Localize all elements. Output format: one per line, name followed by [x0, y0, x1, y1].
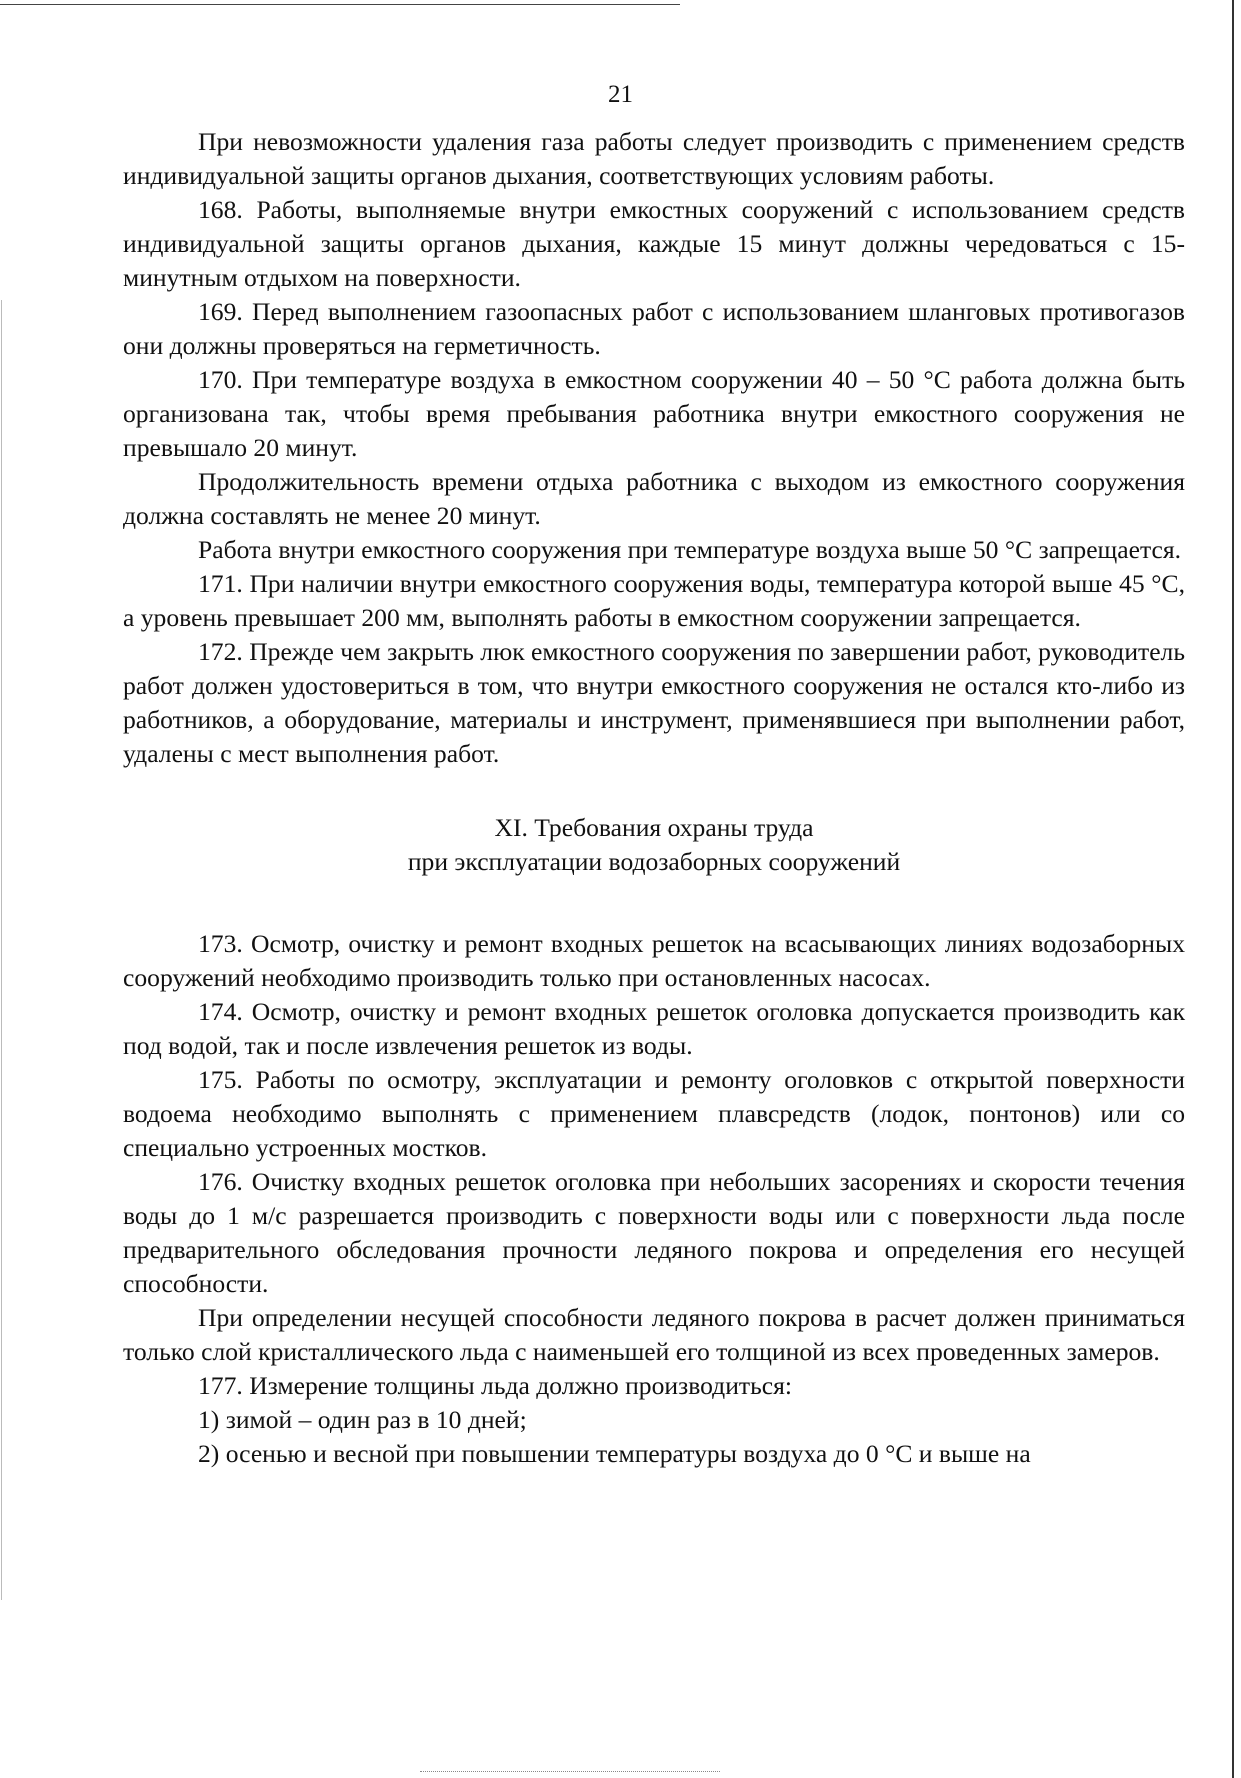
section-title-line-2: при эксплуатации водозаборных сооружений — [407, 847, 901, 876]
paragraph-176: 176. Очистку входных решеток оголовка при небольших засорениях и скорости течения воды до 1 м/с разрешается производить с поверхности воды или с поверхности льда после предварительного обследования прочности ледяного покрова и определения его несущей способности. — [123, 1167, 1185, 1298]
scan-border-left — [1, 300, 2, 1600]
list-item: 2) осенью и весной при повышении температуры воздуха до 0 °С и выше на — [198, 1439, 1031, 1468]
scan-border-right — [1232, 0, 1234, 1778]
paragraph: Работа внутри емкостного сооружения при температуре воздуха выше 50 °С запрещается. — [198, 535, 1182, 564]
scan-border-top — [0, 4, 680, 5]
section-heading — [123, 811, 1185, 879]
paragraph: При невозможности удаления газа работы следует производить с применением средств индивидуальной защиты органов дыхания, соответствующих условиям работы. — [123, 127, 1185, 190]
paragraph: При определении несущей способности ледяного покрова в расчет должен приниматься только слой кристаллического льда с наименьшей его толщиной из всех проведенных замеров. — [123, 1303, 1185, 1366]
document-body — [123, 125, 1185, 1471]
paragraph-175: 175. Работы по осмотру, эксплуатации и ремонту оголовков с открытой поверхности водоема необходимо выполнять с применением плавсредств (лодок, понтонов) или со специально устроенных мостков. — [123, 1065, 1185, 1162]
paragraph-174: 174. Осмотр, очистку и ремонт входных решеток оголовка допускается производить как под водой, так и после извлечения решеток из воды. — [123, 997, 1185, 1060]
page-number: 21 — [608, 81, 633, 108]
scan-border-bottom — [420, 1771, 720, 1772]
paragraph-168: 168. Работы, выполняемые внутри емкостных сооружений с использованием средств индивидуальной защиты органов дыхания, каждые 15 минут должны чередоваться с 15-минутным отдыхом на поверхности. — [123, 195, 1185, 292]
paragraph-177: 177. Измерение толщины льда должно производиться: — [198, 1371, 792, 1400]
paragraph-171: 171. При наличии внутри емкостного сооружения воды, температура которой выше 45 °С, а уровень превышает 200 мм, выполнять работы в емкостном сооружении запрещается. — [123, 569, 1185, 632]
paragraph: Продолжительность времени отдыха работника с выходом из емкостного сооружения должна составлять не менее 20 минут. — [123, 467, 1185, 530]
paragraph-172: 172. Прежде чем закрыть люк емкостного сооружения по завершении работ, руководитель работ должен удостовериться в том, что внутри емкостного сооружения не остался кто-либо из работников, а оборудование, материалы и инструмент, применявшиеся при выполнении работ, удалены с мест выполнения работ. — [123, 637, 1185, 768]
paragraph-173: 173. Осмотр, очистку и ремонт входных решеток на всасывающих линиях водозаборных сооружений необходимо производить только при остановленных насосах. — [123, 929, 1185, 992]
paragraph-169: 169. Перед выполнением газоопасных работ с использованием шланговых противогазов они должны проверяться на герметичность. — [123, 297, 1185, 360]
section-title-line-1: XI. Требования охраны труда — [494, 813, 814, 842]
list-item: 1) зимой – один раз в 10 дней; — [198, 1405, 527, 1434]
paragraph-170: 170. При температуре воздуха в емкостном сооружении 40 – 50 °С работа должна быть организована так, чтобы время пребывания работника внутри емкостного сооружения не превышало 20 минут. — [123, 365, 1185, 462]
